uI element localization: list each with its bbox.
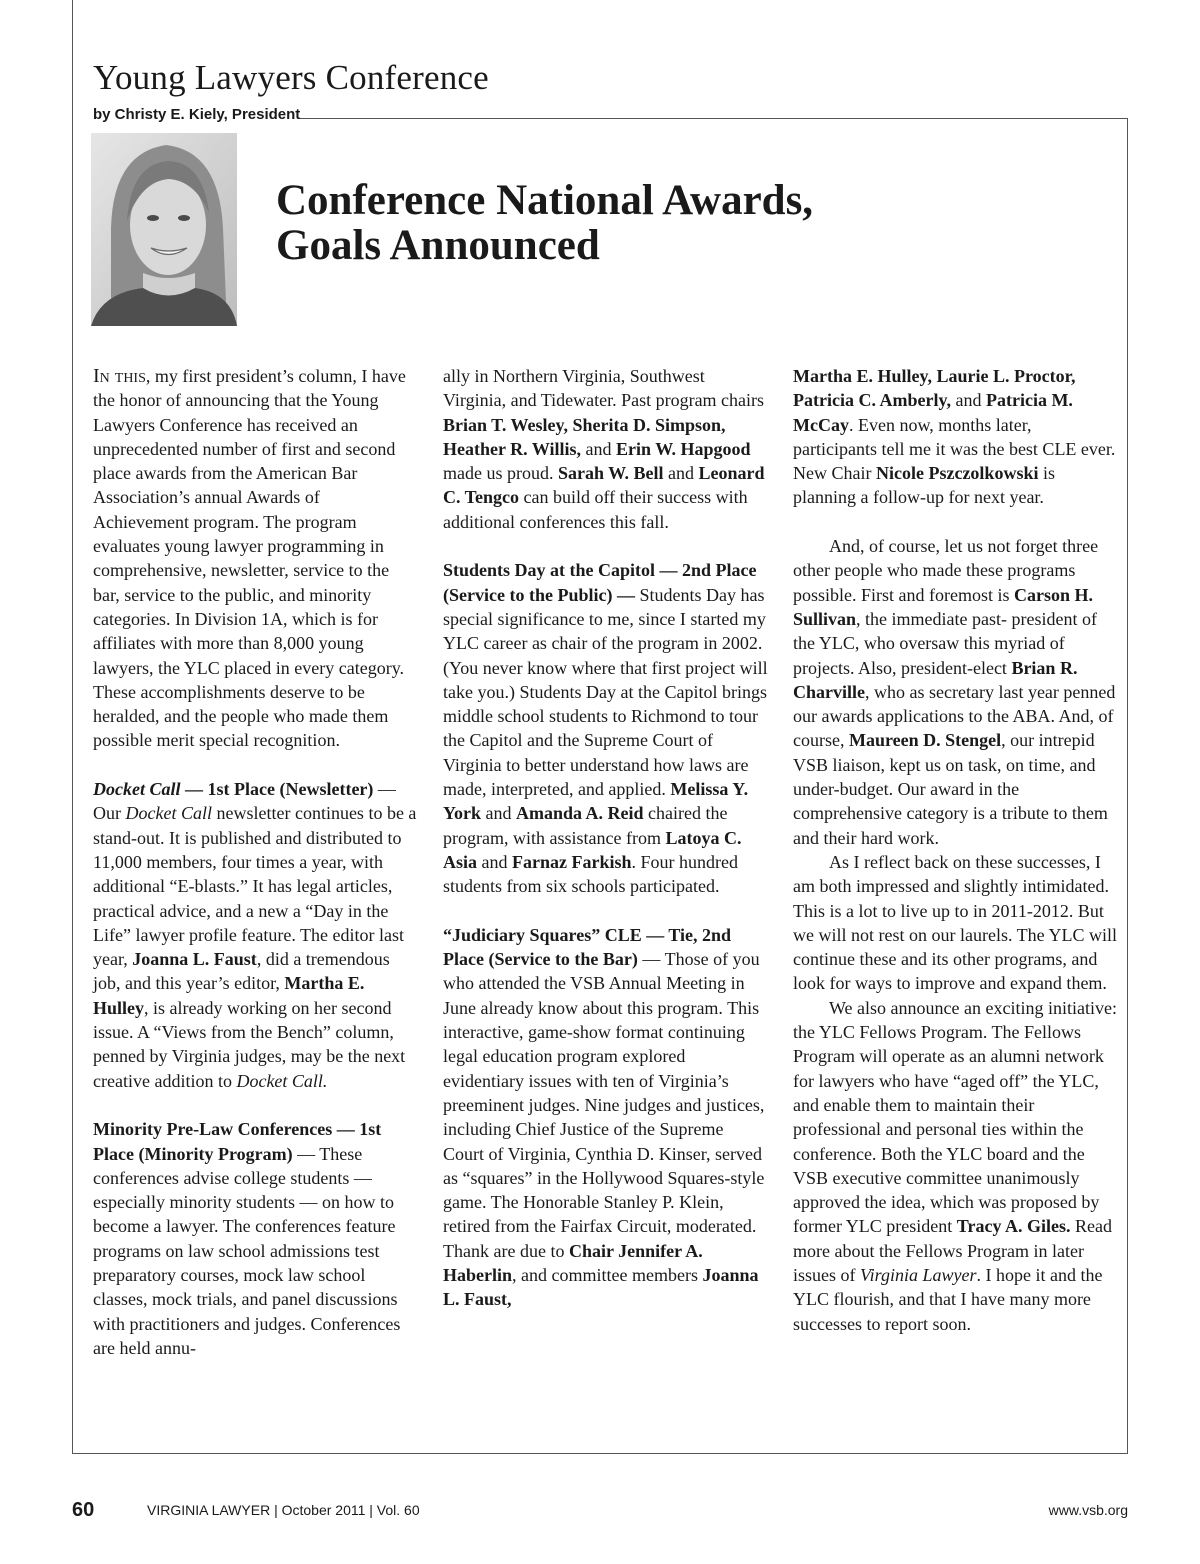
section-title: Young Lawyers Conference bbox=[93, 58, 489, 97]
column-3 bbox=[793, 364, 1118, 1336]
headline-line-1: Conference National Awards, bbox=[276, 177, 814, 224]
author-photo bbox=[91, 133, 237, 326]
column-1 bbox=[93, 364, 418, 1360]
publication-info: VIRGINIA LAWYER | October 2011 | Vol. 60 bbox=[147, 1502, 420, 1518]
page-frame-bottom bbox=[72, 1453, 1128, 1454]
website-link[interactable]: www.vsb.org bbox=[1048, 1502, 1128, 1518]
paragraph-reflection: As I reflect back on these successes, I am both impressed and slightly intimidated. This is a lot to live up to in 2011-2012. But we will not rest on our laurels. The YLC will continue these and its other programs, and look for ways to improve and expand them. bbox=[793, 851, 1117, 994]
paragraph-program-chairs: ally in Northern Virginia, Southwest Virginia, and Tidewater. Past program chairs Brian T. Wesley, Sherita D. Simpson, Heather R. Willis, and Erin W. Hapgood made us proud. Sarah W. Bell and Leonard C. Tengco can build off their success with additional conferences this fall. bbox=[443, 366, 765, 532]
byline: by Christy E. Kiely, President bbox=[93, 106, 301, 123]
paragraph-docket-call: Docket Call — 1st Place (Newsletter) — Our Docket Call newsletter continues to be a stand-out. It is published and distributed to 11,000 members, four times a year, with additional “E-blasts.” It has legal articles, practical advice, and a new a “Day in the Life” lawyer profile feature. The editor last year, Joanna L. Faust, did a tremendous job, and this year’s editor, Martha E. Hulley, is already working on her second issue. A “Views from the Bench” column, penned by Virginia judges, may be the next creative addition to Docket Call. bbox=[93, 779, 417, 1091]
lead-in: In this bbox=[93, 365, 146, 387]
byline-rule bbox=[300, 118, 1128, 119]
column-2 bbox=[443, 364, 768, 1312]
paragraph-minority-prelaw: Minority Pre-Law Conferences — 1st Place (Minority Program) — These conferences advise college students — especially minority students — on how to become a lawyer. The conferences feature programs on law school admissions test preparatory courses, mock law school classes, mock trials, and panel discussions with practitioners and judges. Conferences are held annu- bbox=[93, 1119, 401, 1358]
headline bbox=[276, 178, 813, 268]
paragraph-committee: Martha E. Hulley, Laurie L. Proctor, Patricia C. Amberly, and Patricia M. McCay. Even now, months later, participants tell me it was the best CLE ever. New Chair Nicole Pszczolkowski is planning a follow-up for next year. bbox=[793, 366, 1116, 508]
page-number: 60 bbox=[72, 1499, 95, 1521]
page-frame-left bbox=[72, 0, 73, 1453]
paragraph-intro: In this, my first president’s column, I have the honor of announcing that the Young Lawyers Conference has received an unprecedented number of first and second place awards from the American Bar Association’s annual Awards of Achievement program. The program evaluates young lawyer programming in comprehensive, newsletter, service to the bar, service to the public, and minority categories. In Division 1A, which is for affiliates with more than 8,000 young lawyers, the YLC placed in every category. These accomplishments deserve to be heralded, and the people who made them possible merit special recognition. bbox=[93, 365, 406, 751]
paragraph-judiciary-squares: “Judiciary Squares” CLE — Tie, 2nd Place (Service to the Bar) — Those of you who attended the VSB Annual Meeting in June already know about this program. This interactive, game-show format continuing legal education program explored evidentiary issues with ten of Virginia’s preeminent judges. Nine judges and justices, including Chief Justice of the Supreme Court of Virginia, Cynthia D. Kinser, served as “squares” in the Hollywood Squares-style game. The Honorable Stanley P. Klein, retired from the Fairfax Circuit, moderated. Thank are due to Chair Jennifer A. Haberlin, and committee members Joanna L. Faust, bbox=[443, 924, 765, 1310]
paragraph-fellows-program: We also announce an exciting initiative: the YLC Fellows Program. The Fellows Program will operate as an alumni network for lawyers who have “aged off” the YLC, and enable them to maintain their professional and personal ties within the conference. Both the YLC board and the VSB executive committee unanimously approved the idea, which was proposed by former YLC president Tracy A. Giles. Read more about the Fellows Program in later issues of Virginia Lawyer. I hope it and the YLC flourish, and that I have many more successes to report soon. bbox=[793, 997, 1117, 1334]
page-frame-right bbox=[1127, 118, 1128, 1454]
paragraph-students-day: Students Day at the Capitol — 2nd Place (Service to the Public) — Students Day has special significance to me, since I started my YLC career as chair of the program in 2002. (You never know where that first project will take you.) Students Day at the Capitol brings middle school students to Richmond to tour the Capitol and the Supreme Court of Virginia to better understand how laws are made, interpreted, and applied. Melissa Y. York and Amanda A. Reid chaired the program, with assistance from Latoya C. Asia and Farnaz Farkish. Four hundred students from six schools participated. bbox=[443, 560, 768, 897]
paragraph-thanks: And, of course, let us not forget three other people who made these programs possible. First and foremost is Carson H. Sullivan, the immediate past- president of the YLC, who oversaw this myriad of projects. Also, president-elect Brian R. Charville, who as secretary last year penned our awards applications to the ABA. And, of course, Maureen D. Stengel, our intrepid VSB liaison, kept us on task, on time, and under-budget. Our award in the comprehensive category is a tribute to them and their hard work. bbox=[793, 536, 1116, 848]
headline-line-2: Goals Announced bbox=[276, 222, 600, 269]
